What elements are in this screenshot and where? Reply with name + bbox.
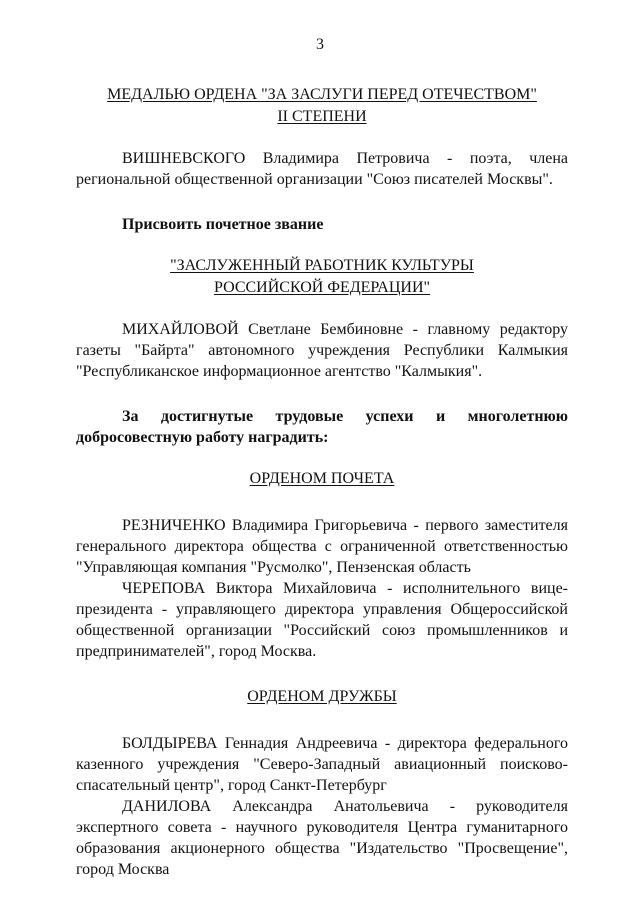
- friendship-recipient-boldyrev: БОЛДЫРЕВА Геннадия Андреевича - директора федерального казенного учреждения "Северо-Западный авиационный поисково-спасательный центр", город Санкт-Петербург: [76, 735, 568, 794]
- title-recipient-mikhailova: МИХАЙЛОВОЙ Светлане Бембиновне - главному редактору газеты "Байрта" автономного учреждения Республики Калмыкия "Республиканское информационное агентство "Калмыкия".: [76, 321, 568, 380]
- friendship-recipient-danilov: ДАНИЛОВА Александра Анатольевича - руководителя экспертного совета - научного руководителя Центра гуманитарного образования акционерного общества "Издательство "Просвещение", город Москва: [76, 798, 568, 878]
- order-of-honor-heading: ОРДЕНОМ ПОЧЕТА: [249, 470, 395, 487]
- order-of-friendship-heading: ОРДЕНОМ ДРУЖБЫ: [247, 688, 397, 705]
- medal-heading: [76, 84, 568, 128]
- title-intro: Присвоить почетное звание: [122, 216, 324, 233]
- medal-heading-line-1: МЕДАЛЬЮ ОРДЕНА "ЗА ЗАСЛУГИ ПЕРЕД ОТЕЧЕСТВОМ": [107, 86, 537, 103]
- honorary-title-line-1: "ЗАСЛУЖЕННЫЙ РАБОТНИК КУЛЬТУРЫ: [170, 257, 474, 274]
- award-intro-line-2: добросовестную работу наградить:: [76, 429, 329, 446]
- page-number: 3: [316, 36, 324, 53]
- honorary-title-line-2: РОССИЙСКОЙ ФЕДЕРАЦИИ": [213, 279, 431, 296]
- award-intro-line-1: За достигнутые трудовые успехи и многолетнюю: [122, 408, 568, 425]
- honorary-title-heading: [76, 255, 568, 299]
- document-body: [76, 84, 568, 880]
- medal-heading-line-2: II СТЕПЕНИ: [277, 108, 367, 125]
- honor-recipient-reznichenko: РЕЗНИЧЕНКО Владимира Григорьевича - первого заместителя генерального директора общества с ограниченной ответственностью "Управляющая компания "Русмолко", Пензенская область: [76, 517, 568, 576]
- honor-recipient-cherepov: ЧЕРЕПОВА Виктора Михайловича - исполнительного вице-президента - управляющего директора управления Общероссийской общественной организации "Российский союз промышленников и предпринимателей", город Москва.: [76, 580, 568, 660]
- medal-recipient-vishnevsky: ВИШНЕВСКОГО Владимира Петровича - поэта, члена региональной общественной организации "Союз писателей Москвы".: [76, 150, 568, 188]
